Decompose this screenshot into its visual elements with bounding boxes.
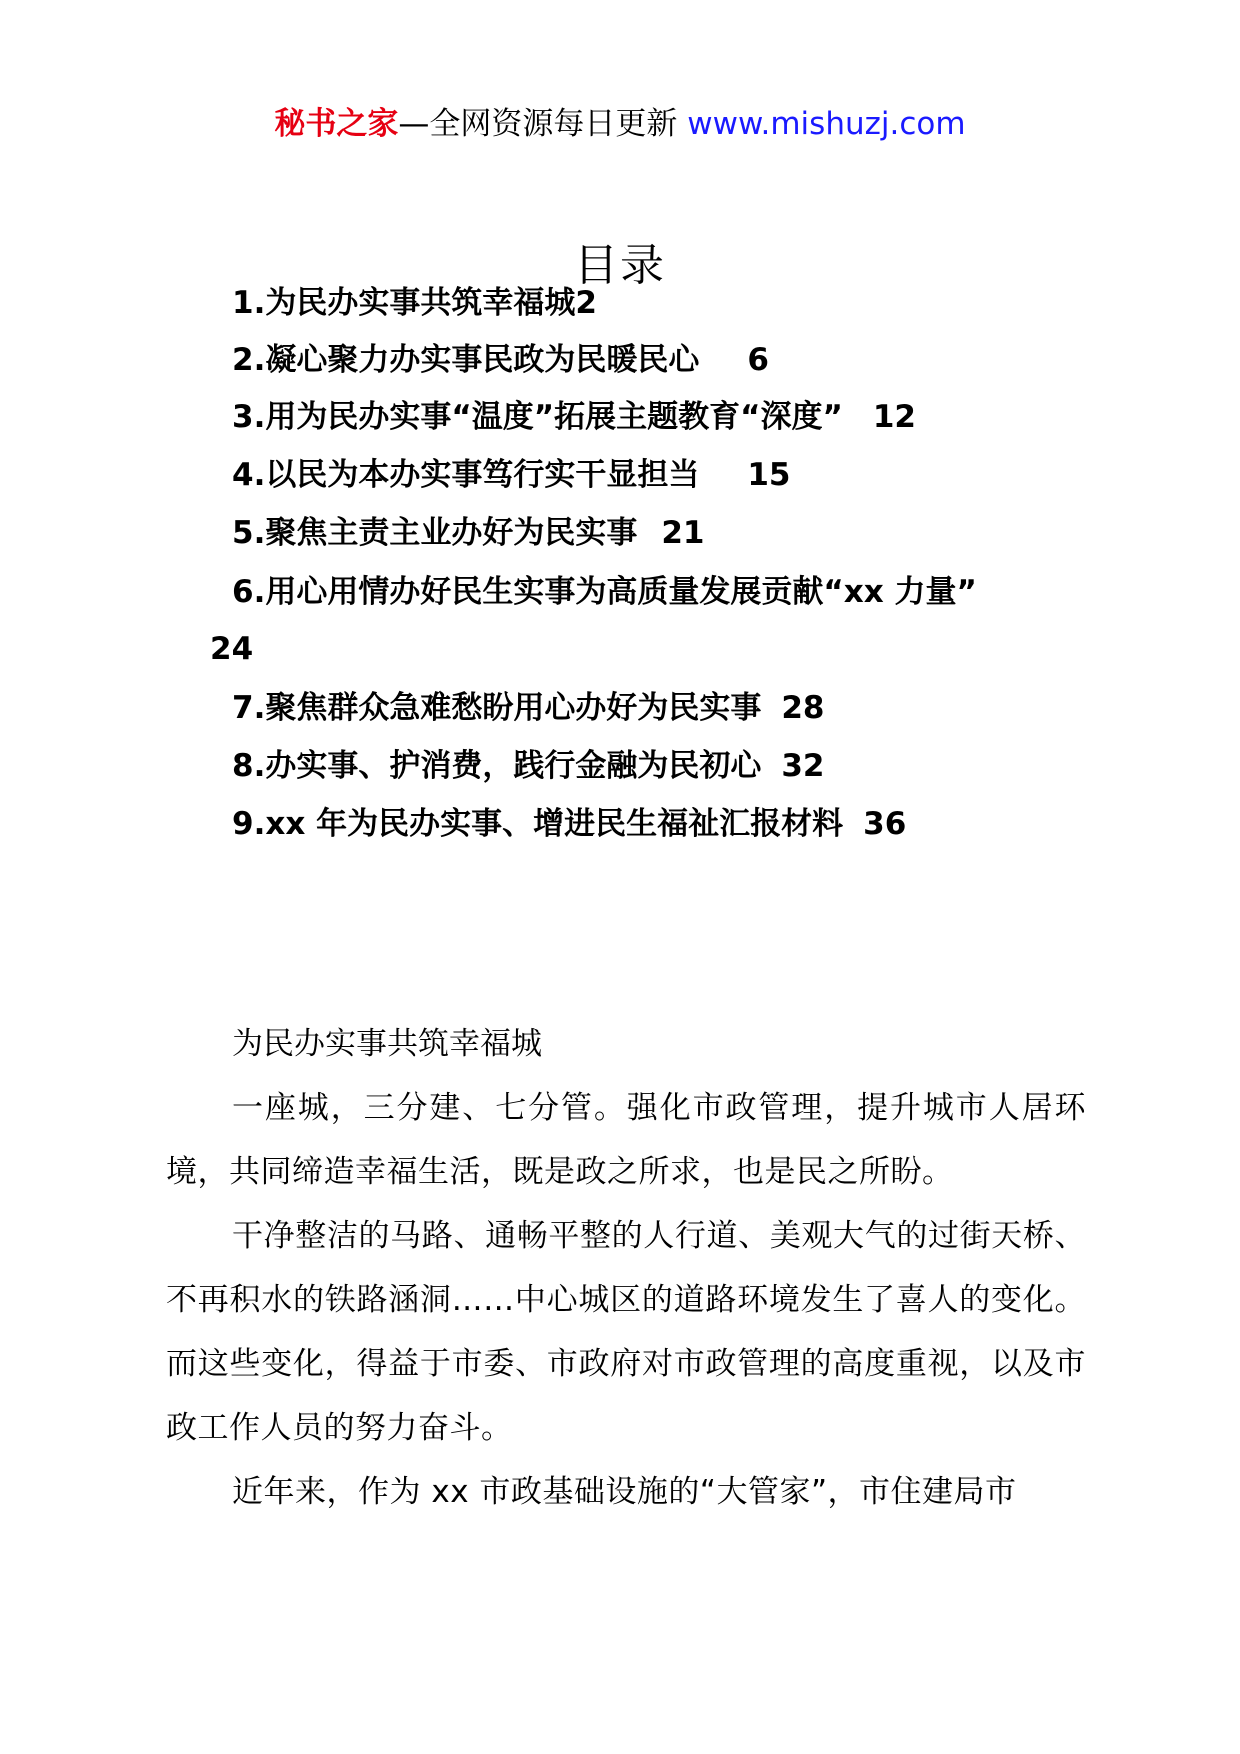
toc-item-page: 24 [210, 631, 254, 667]
toc-item[interactable] [232, 744, 825, 788]
toc-item[interactable] [232, 511, 705, 555]
toc-item-label: 4.以民为本办实事笃行实干显担当 [232, 457, 700, 493]
toc-item[interactable] [232, 338, 769, 382]
article-paragraph: 一座城，三分建、七分管。强化市政管理，提升城市人居环境，共同缔造幸福生活，既是政之所求，也是民之所盼。 [166, 1090, 1086, 1190]
toc-item-page: 32 [781, 748, 825, 784]
toc-item[interactable] [232, 570, 977, 614]
toc-item-label: 6.用心用情办好民生实事为高质量发展贡献“xx 力量” [232, 574, 977, 610]
toc-item-label: 7.聚焦群众急难愁盼用心办好为民实事 [232, 690, 762, 726]
toc-item[interactable] [232, 281, 597, 325]
article-paragraph: 近年来，作为 xx 市政基础设施的“大管家”，市住建局市 [232, 1474, 1017, 1510]
toc-item-page: 2 [575, 285, 597, 321]
toc-item[interactable] [232, 453, 791, 497]
toc-item-page: 12 [872, 399, 916, 435]
site-header [0, 103, 1240, 145]
toc-item-label: 8.办实事、护消费，践行金融为民初心 [232, 748, 762, 784]
article-body [166, 1076, 1086, 1524]
toc-item-page: 36 [863, 806, 907, 842]
site-name: 秘书之家 [274, 106, 399, 142]
toc-item-label: 2.凝心聚力办实事民政为民暖民心 [232, 342, 700, 378]
toc-item-label: 5.聚焦主责主业办好为民实事 [232, 515, 638, 551]
toc-item-page: 6 [747, 342, 769, 378]
article-paragraph: 干净整洁的马路、通畅平整的人行道、美观大气的过街天桥、不再积水的铁路涵洞……中心城区的道路环境发生了喜人的变化。而这些变化，得益于市委、市政府对市政管理的高度重视，以及市政工作人员的努力奋斗。 [166, 1218, 1086, 1446]
site-tagline: —全网资源每日更新 [398, 106, 678, 142]
toc-item[interactable] [232, 686, 825, 730]
toc-item-label: 1.为民办实事共筑幸福城 [232, 285, 576, 321]
toc-item-page: 15 [747, 457, 791, 493]
site-url-link[interactable]: www.mishuzj.com [687, 106, 966, 142]
toc-item[interactable] [232, 395, 916, 439]
toc-item-page: 28 [781, 690, 825, 726]
article-title: 为民办实事共筑幸福城 [232, 1026, 542, 1062]
toc-item-page: 21 [661, 515, 705, 551]
toc-item[interactable] [232, 802, 906, 846]
toc-item-label: 3.用为民办实事“温度”拓展主题教育“深度” [232, 399, 843, 435]
toc-item-label: 9.xx 年为民办实事、增进民生福祉汇报材料 [232, 806, 844, 842]
toc-title: 目录 [574, 240, 666, 291]
